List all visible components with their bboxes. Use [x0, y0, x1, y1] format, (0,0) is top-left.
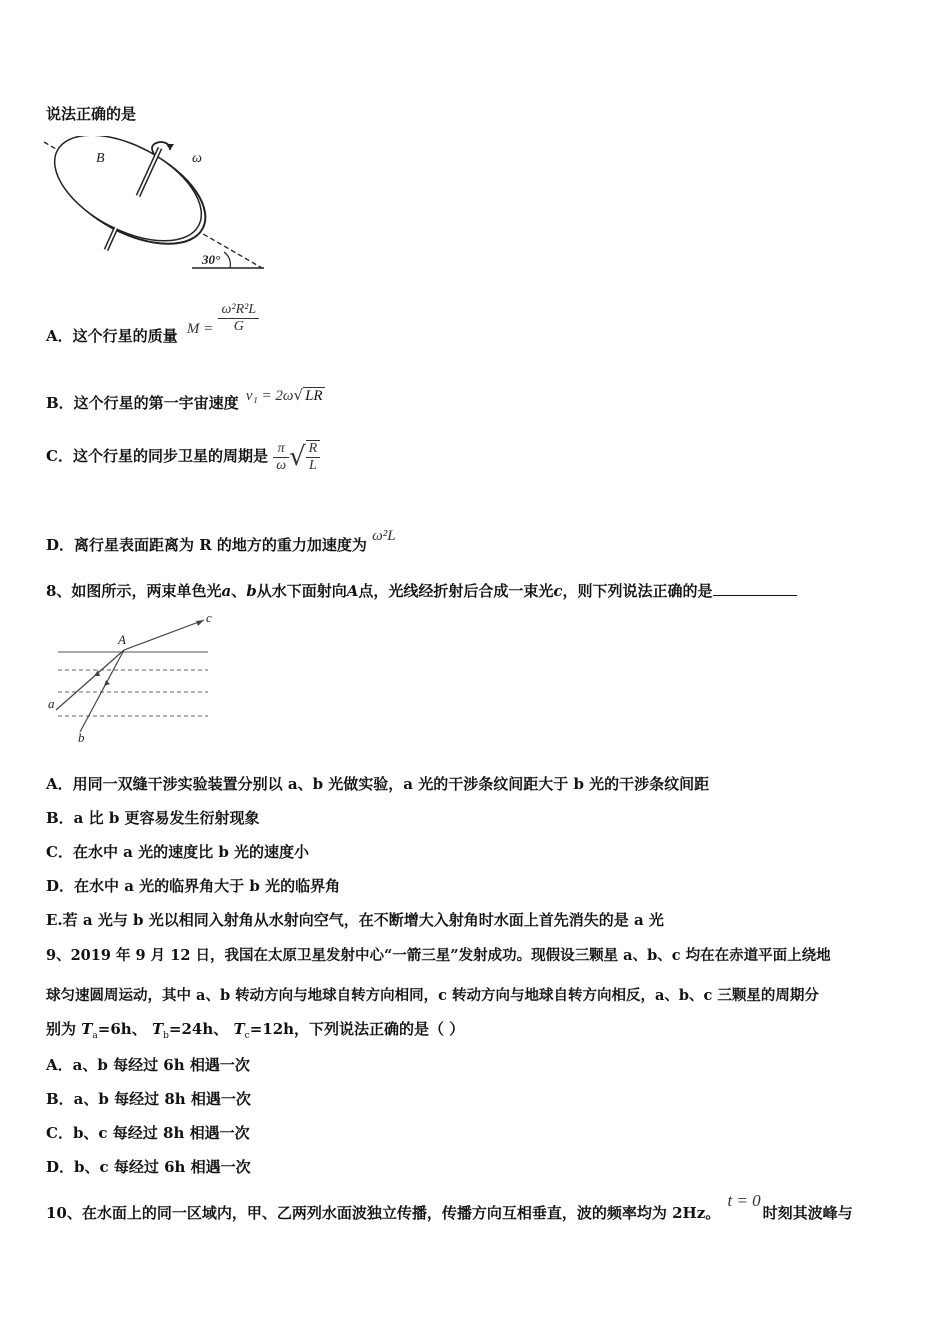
fig2-label-a-point: A	[118, 632, 126, 647]
q8-option-e: E.若 a 光与 b 光以相同入射角从水射向空气，在不断增大入射角时水面上首先消失的是 a 光	[46, 911, 664, 929]
fig1-label-angle: 30°	[202, 252, 221, 267]
q8-var-point-a: A	[346, 582, 359, 600]
q8-option-a: A．用同一双缝干涉实验装置分别以 a、b 光做实验，a 光的干涉条纹间距大于 b 光的干涉条纹间距	[46, 775, 710, 793]
q7-option-d	[46, 528, 396, 555]
q9-tb-symbol: T	[151, 1020, 164, 1038]
q7-option-c-numerator: π	[273, 441, 289, 458]
q7-option-a-fraction	[218, 302, 259, 335]
q10-text: 10、在水面上的同一区域内，甲、乙两列水面波独立传播，传播方向互相垂直，波的频率均为 2Hz。	[46, 1204, 721, 1222]
q7-option-a	[46, 302, 259, 345]
q9-tc-symbol: T	[233, 1020, 245, 1038]
q7-option-b-radicand: LR	[305, 388, 323, 404]
q7-option-c-radical-fraction	[306, 440, 321, 474]
fig2-label-b: b	[78, 730, 85, 745]
q8-stem-part4: ，则下列说法正确的是	[562, 582, 713, 600]
q10-expr: t = 0	[727, 1191, 761, 1210]
q9-option-d: D．b、c 每经过 6h 相遇一次	[46, 1158, 251, 1176]
q9-ta-symbol: T	[81, 1020, 93, 1038]
q8-stem-part1: 8、如图所示，两束单色光	[46, 582, 222, 600]
q9-option-b: B．a、b 每经过 8h 相遇一次	[46, 1090, 251, 1108]
q9-stem-line1: 9、2019 年 9 月 12 日，我国在太原卫星发射中心“一箭三星”发射成功。现假设三颗星 a、b、c 均在在赤道平面上绕地	[46, 947, 831, 964]
q9-stem-line2: 球匀速圆周运动，其中 a、b 转动方向与地球自转方向相同，c 转动方向与地球自转方向相反，a、b、c 三颗星的周期分	[46, 987, 819, 1004]
q7-option-b-lhs: v₁ = 2ω	[245, 388, 294, 404]
refraction-figure	[46, 612, 218, 746]
q8-option-c: C．在水中 a 光的速度比 b 光的速度小	[46, 843, 310, 861]
q8-sep: 、	[231, 582, 247, 600]
intro-text: 说法正确的是	[46, 105, 137, 123]
q8-answer-blank	[713, 581, 797, 596]
fig2-label-c: c	[206, 612, 212, 625]
q7-option-d-text: D．离行星表面距离为 R 的地方的重力加速度为	[46, 536, 367, 554]
q9-stem-line3: 别为 $T_a=6h$、 $T_b=24h$、 $T_c=12h$，下列说法正确的是（ ）	[46, 1020, 465, 1041]
q7-option-a-text: A．这个行星的质量	[46, 326, 178, 345]
q8-stem-part3: 点，光线经折射后合成一束光	[358, 582, 554, 600]
q10-tail: 时刻其波峰与	[762, 1204, 853, 1222]
q9-tb-value: =24h、	[168, 1020, 229, 1038]
q8-option-b: B．a 比 b 更容易发生衍射现象	[46, 809, 260, 827]
q7-option-a-numerator: ω²R²L	[218, 302, 259, 319]
q7-option-c-fraction	[273, 441, 289, 474]
q8-stem	[46, 580, 797, 601]
q7-option-c-denominator: ω	[276, 457, 287, 473]
q10-stem	[46, 1191, 853, 1223]
q8-option-d: D．在水中 a 光的临界角大于 b 光的临界角	[46, 877, 341, 895]
q7-option-c-text: C．这个行星的同步卫星的周期是	[46, 447, 268, 465]
q9-option-c: C．b、c 每经过 8h 相遇一次	[46, 1124, 250, 1142]
q9-option-a: A．a、b 每经过 6h 相遇一次	[46, 1056, 250, 1074]
q7-option-b: B．这个行星的第一宇宙速度 v₁ = 2ω√ LR	[46, 386, 323, 412]
q9-ta-value: =6h、	[97, 1020, 147, 1038]
fig1-label-b: B	[96, 151, 105, 166]
q9-line3-prefix: 别为	[46, 1020, 77, 1038]
q7-option-c: C．这个行星的同步卫星的周期是 $\frac{\pi}{\omega}$ √ $\frac{R}{L}$	[46, 440, 320, 474]
q7-option-d-expr: ω²L	[372, 528, 396, 544]
q8-stem-part2: 从水下面射向	[256, 582, 347, 600]
q8-var-b: b	[246, 582, 257, 600]
q9-tc-value: =12h，下列说法正确的是（ ）	[249, 1020, 465, 1038]
q7-option-c-radical-numerator: R	[306, 441, 321, 458]
q8-var-a: a	[221, 582, 232, 600]
fig2-label-a: a	[48, 696, 55, 711]
q7-option-a-lhs: M =	[186, 320, 214, 337]
fig1-label-omega: ω	[192, 151, 202, 166]
q8-var-c: c	[553, 582, 563, 600]
q7-option-b-text: B．这个行星的第一宇宙速度	[46, 394, 239, 412]
planet-disk-figure	[42, 136, 267, 272]
q7-option-c-radical-denominator: L	[309, 458, 317, 473]
q7-option-a-denominator: G	[233, 319, 244, 334]
